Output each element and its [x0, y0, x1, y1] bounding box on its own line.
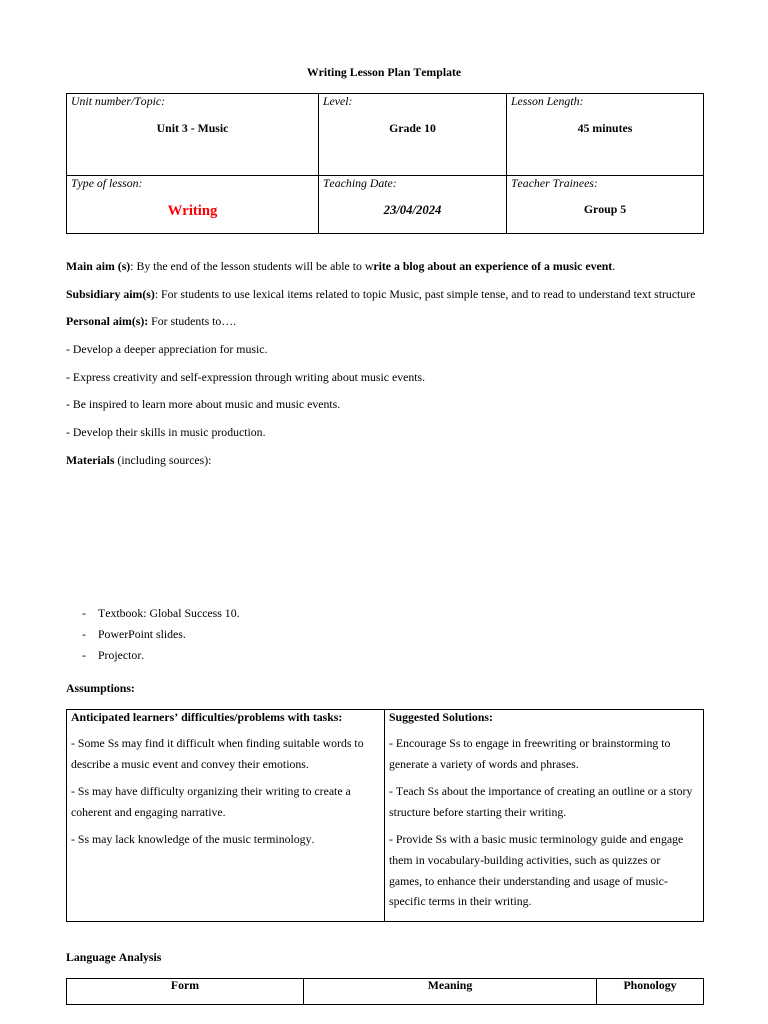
materials-item-text: Textbook: Global Success 10.: [98, 606, 240, 620]
main-aim-emphasis: rite a blog about an experience of a music event: [373, 259, 613, 273]
solution-item: - Provide Ss with a basic music terminology guide and engage them in vocabulary-building activities, such as quizzes or games, to enhance their understanding and usage of music-specific terms in their writing.: [389, 832, 684, 909]
aims-section: [66, 259, 706, 481]
personal-aim-item: - Express creativity and self-expression through writing about music events.: [66, 369, 426, 384]
subsidiary-aim-label: Subsidiary aim(s): [66, 286, 155, 301]
materials-list-item: [66, 645, 240, 666]
materials-list-item: [66, 603, 240, 624]
materials-item-text: PowerPoint slides.: [98, 627, 186, 641]
materials: [66, 453, 706, 467]
main-aim-end: .: [612, 259, 616, 273]
lesson-info-table: [66, 93, 704, 234]
main-aim-text: : By the end of the lesson students will be able to w: [130, 259, 374, 273]
unit-topic-value: Unit 3 - Music: [156, 121, 229, 135]
difficulties-cell: [67, 710, 385, 922]
teaching-date-cell: [319, 176, 507, 234]
unit-topic-label: Unit number/Topic:: [71, 94, 166, 108]
difficulties-heading: Anticipated learners’ difficulties/problems with tasks:: [71, 710, 343, 724]
phonology-column-header: Phonology: [597, 979, 704, 1005]
language-analysis-heading: Language Analysis: [66, 950, 162, 964]
level-label: Level:: [323, 94, 353, 108]
main-aim: [66, 259, 706, 273]
list-bullet: -: [82, 627, 86, 641]
type-of-lesson-cell: [67, 176, 319, 234]
personal-aim-item: - Develop their skills in music production.: [66, 425, 266, 440]
teacher-trainees-label: Teacher Trainees:: [511, 176, 598, 190]
lesson-length-cell: [507, 94, 704, 176]
list-bullet: -: [82, 648, 86, 662]
solution-item: - Encourage Ss to engage in freewriting or brainstorming to generate a variety of words and phrases.: [389, 736, 671, 771]
personal-aim: [66, 314, 706, 328]
level-cell: [319, 94, 507, 176]
main-aim-label: Main aim (s): [66, 259, 131, 273]
difficulty-item: - Some Ss may find it difficult when finding suitable words to describe a music event and convey their emotions.: [71, 736, 364, 771]
materials-label: Materials: [66, 452, 115, 467]
personal-aim-item: - Be inspired to learn more about music and music events.: [66, 397, 341, 412]
difficulty-item: - Ss may have difficulty organizing their writing to create a coherent and engaging narrative.: [71, 784, 351, 819]
document-title: Writing Lesson Plan Template: [306, 65, 462, 79]
difficulty-item: - Ss may lack knowledge of the music terminology.: [71, 832, 315, 847]
assumptions-table: [66, 709, 704, 922]
form-column-header: Form: [67, 979, 304, 1005]
teacher-trainees-cell: [507, 176, 704, 234]
type-of-lesson-value: Writing: [167, 203, 218, 219]
teacher-trainees-value: Group 5: [583, 202, 627, 216]
solution-item: - Teach Ss about the importance of creating an outline or a story structure before starting their writing.: [389, 784, 693, 819]
type-of-lesson-label: Type of lesson:: [71, 176, 143, 190]
language-analysis-table: [66, 978, 704, 1005]
materials-item-text: Projector.: [98, 648, 145, 662]
subsidiary-aim-text: : For students to use lexical items related to topic Music, past simple tense, and to read to understand text structure: [154, 286, 696, 301]
personal-aim-text: For students to….: [148, 314, 237, 329]
teaching-date-label: Teaching Date:: [323, 176, 397, 190]
materials-list: [66, 603, 240, 666]
materials-text: (including sources):: [114, 452, 212, 467]
personal-aim-label: Personal aim(s):: [66, 314, 149, 329]
list-bullet: -: [82, 606, 86, 620]
subsidiary-aim: [66, 287, 706, 301]
solutions-heading: Suggested Solutions:: [389, 710, 493, 724]
teaching-date-value: 23/04/2024: [383, 203, 442, 217]
lesson-length-label: Lesson Length:: [511, 94, 584, 108]
unit-topic-cell: [67, 94, 319, 176]
level-value: Grade 10: [389, 121, 436, 135]
materials-list-item: [66, 624, 240, 645]
solutions-cell: [385, 710, 704, 922]
meaning-column-header: Meaning: [304, 979, 597, 1005]
personal-aim-item: - Develop a deeper appreciation for music.: [66, 342, 268, 357]
lesson-length-value: 45 minutes: [577, 121, 633, 135]
assumptions-heading: Assumptions:: [66, 681, 135, 695]
